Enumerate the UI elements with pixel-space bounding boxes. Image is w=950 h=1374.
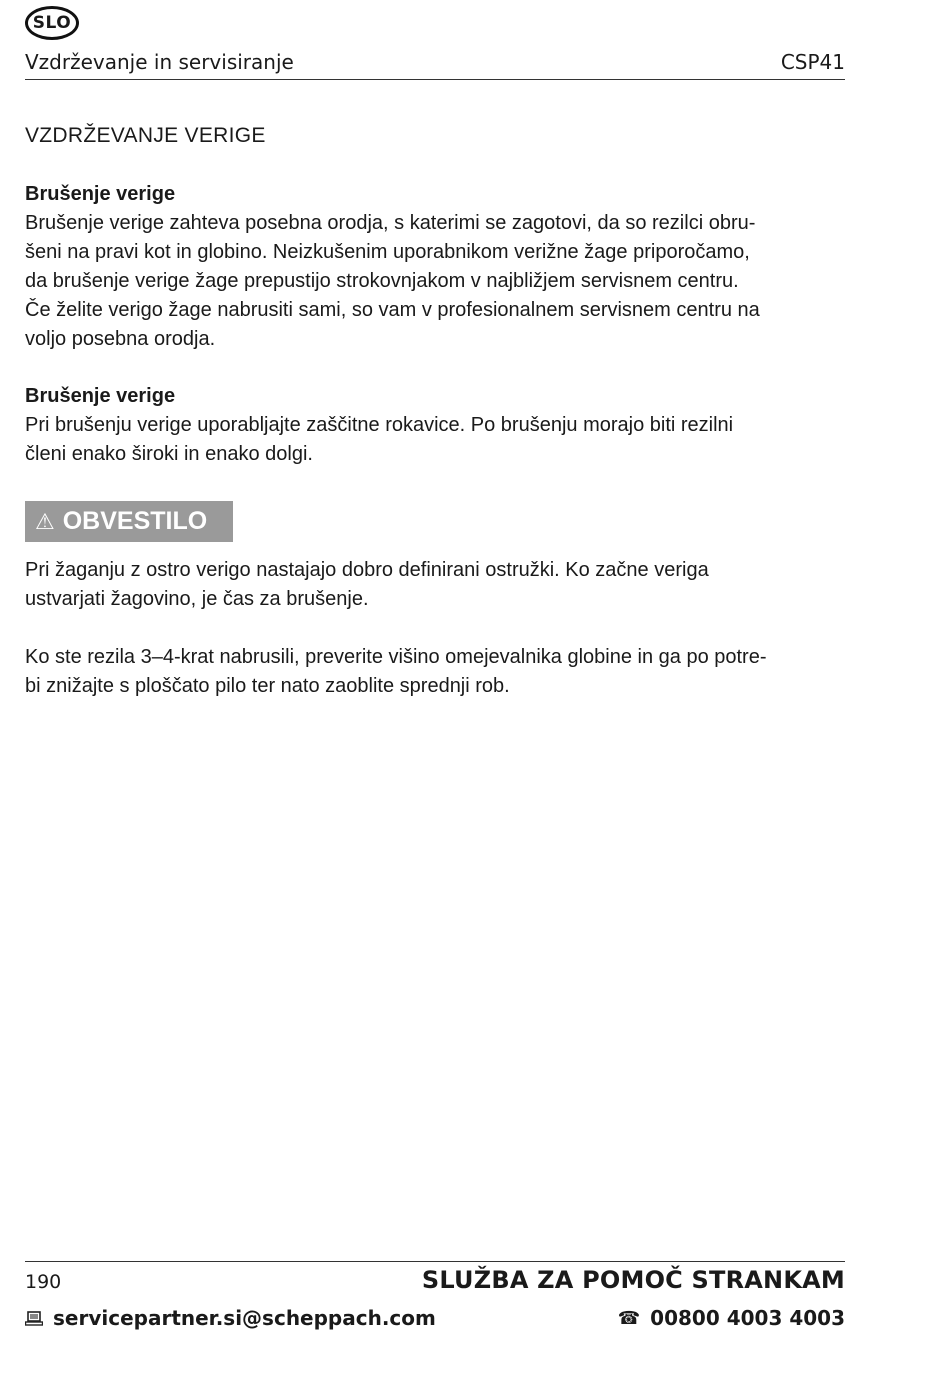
paragraph-line: bi znižajte s ploščato pilo ter nato zaoblite sprednji rob. bbox=[25, 675, 510, 697]
customer-service-title: SLUŽBA ZA POMOČ STRANKAM bbox=[421, 1266, 845, 1294]
notice-banner bbox=[25, 501, 233, 542]
email-contact bbox=[25, 1306, 436, 1330]
block-1-line: voljo posebna orodja. bbox=[25, 328, 216, 350]
page-number: 190 bbox=[25, 1271, 62, 1293]
paragraph-line: Pri žaganju z ostro verigo nastajajo dobro definirani ostružki. Ko začne veriga bbox=[25, 559, 709, 581]
warning-triangle-icon: ⚠ bbox=[35, 508, 55, 534]
sharpening-block-1 bbox=[25, 180, 845, 354]
block-1-line: šeni na pravi kot in globino. Neizkušenim uporabnikom verižne žage priporočamo, bbox=[25, 241, 750, 263]
paragraph-line: Ko ste rezila 3–4-krat nabrusili, preverite višino omejevalnika globine in ga po potre- bbox=[25, 646, 767, 668]
header-model: CSP41 bbox=[780, 50, 845, 74]
header-divider bbox=[25, 79, 845, 80]
block-1-line: Če želite verigo žage nabrusiti sami, so vam v profesionalnem servisnem centru na bbox=[25, 299, 760, 321]
language-badge: SLO bbox=[25, 6, 79, 40]
header-section-title: Vzdrževanje in servisiranje bbox=[25, 50, 294, 74]
phone-contact bbox=[618, 1306, 845, 1330]
notice-paragraph-1 bbox=[25, 556, 845, 614]
email-link[interactable]: servicepartner.si@scheppach.com bbox=[53, 1306, 436, 1330]
block-2-heading: Brušenje verige bbox=[25, 385, 176, 407]
block-2-line: členi enako široki in enako dolgi. bbox=[25, 443, 313, 465]
block-2-line: Pri brušenju verige uporabljajte zaščitne rokavice. Po brušenju morajo biti rezilni bbox=[25, 414, 734, 436]
notice-label: OBVESTILO bbox=[62, 507, 208, 535]
phone-icon: ☎ bbox=[617, 1307, 641, 1329]
paragraph-line: ustvarjati žagovino, je čas za brušenje. bbox=[25, 588, 369, 610]
footer-divider bbox=[25, 1261, 845, 1262]
laptop-icon bbox=[25, 1311, 43, 1326]
sharpening-block-2 bbox=[25, 382, 845, 469]
notice-paragraph-2 bbox=[25, 643, 845, 701]
block-1-line: Brušenje verige zahteva posebna orodja, s katerimi se zagotovi, da so rezilci obru- bbox=[25, 212, 756, 234]
phone-number[interactable]: 00800 4003 4003 bbox=[650, 1306, 845, 1330]
block-1-heading: Brušenje verige bbox=[25, 183, 176, 205]
page-title: VZDRŽEVANJE VERIGE bbox=[25, 124, 266, 147]
block-1-line: da brušenje verige žage prepustijo strokovnjakom v najbližjem servisnem centru. bbox=[25, 270, 739, 292]
